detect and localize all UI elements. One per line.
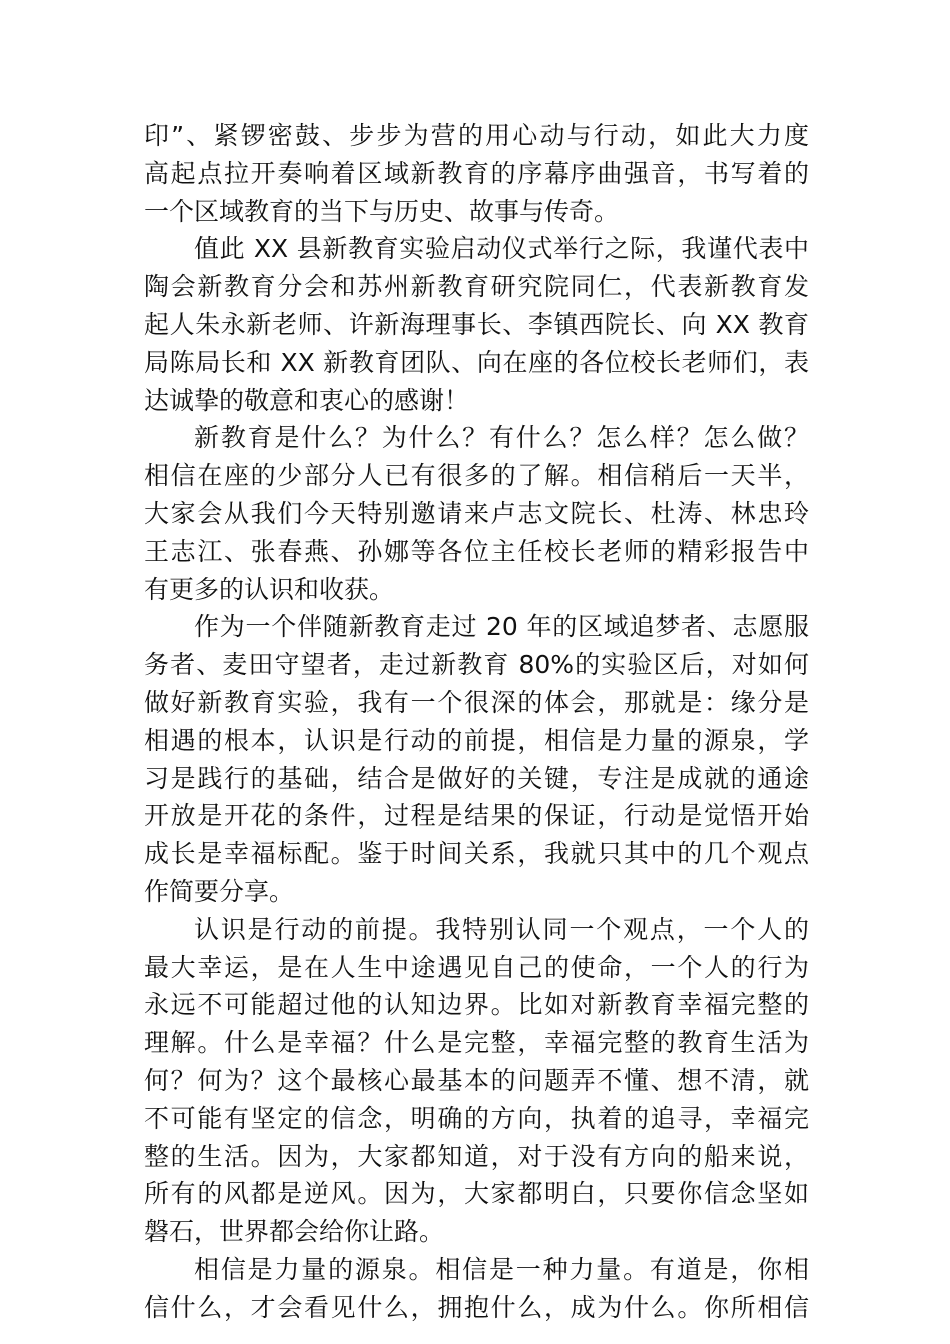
document-body [144,117,809,1327]
text-line: 不可能有坚定的信念，明确的方向，执着的追寻，幸福完 [144,1103,809,1133]
text-line: 成长是幸福标配。鉴于时间关系，我就只其中的几个观点 [144,839,809,869]
text-line: 王志江、张春燕、孙娜等各位主任校长老师的精彩报告中 [144,536,809,566]
text-line: 务者、麦田守望者，走过新教育 80%的实验区后，对如何 [144,650,809,680]
paragraph [144,911,809,1251]
text-line: 整的生活。因为，大家都知道，对于没有方向的船来说， [144,1141,809,1171]
text-line: 理解。什么是幸福？什么是完整，幸福完整的教育生活为 [144,1028,809,1058]
text-line: 高起点拉开奏响着区域新教育的序幕序曲强音，书写着的 [144,158,809,188]
paragraph [144,230,809,419]
text-line: 相信是力量的源泉。相信是一种力量。有道是，你相 [194,1254,809,1284]
text-line: 达诚挚的敬意和衷心的感谢！ [144,385,470,415]
text-line: 习是践行的基础，结合是做好的关键，专注是成就的通途 [144,763,809,793]
text-line: 做好新教育实验，我有一个很深的体会，那就是：缘分是 [144,687,809,717]
text-line: 信什么，才会看见什么，拥抱什么，成为什么。你所相信 [144,1292,809,1322]
text-line: 起人朱永新老师、许新海理事长、李镇西院长、向 XX 教育 [144,309,809,339]
text-line: 最大幸运，是在人生中途遇见自己的使命，一个人的行为 [144,952,809,982]
text-line: 印”、紧锣密鼓、步步为营的用心动与行动，如此大力度 [144,121,809,150]
text-line: 相信在座的少部分人已有很多的了解。相信稍后一天半， [144,461,809,491]
paragraph [144,1251,809,1327]
text-line: 有更多的认识和收获。 [144,574,395,604]
text-line: 陶会新教育分会和苏州新教育研究院同仁，代表新教育发 [144,272,809,302]
paragraph [144,419,809,608]
text-line: 相遇的根本，认识是行动的前提，相信是力量的源泉，学 [144,725,809,755]
text-line: 何？何为？这个最核心最基本的问题弄不懂、想不清，就 [144,1065,809,1095]
text-line: 大家会从我们今天特别邀请来卢志文院长、杜涛、林忠玲 [144,498,809,528]
text-line: 新教育是什么？为什么？有什么？怎么样？怎么做？ [194,423,809,453]
text-line: 永远不可能超过他的认知边界。比如对新教育幸福完整的 [144,990,809,1020]
text-line: 局陈局长和 XX 新教育团队、向在座的各位校长老师们，表 [144,347,809,377]
text-line: 一个区域教育的当下与历史、故事与传奇。 [144,196,620,226]
text-line: 认识是行动的前提。我特别认同一个观点，一个人的 [194,914,809,944]
text-line: 所有的风都是逆风。因为，大家都明白，只要你信念坚如 [144,1179,809,1209]
text-line: 值此 XX 县新教育实验启动仪式举行之际，我谨代表中 [194,234,809,264]
text-line: 作为一个伴随新教育走过 20 年的区域追梦者、志愿服 [194,612,809,642]
text-line: 开放是开花的条件，过程是结果的保证，行动是觉悟开始 [144,801,809,831]
paragraph [144,608,809,910]
text-line: 作简要分享。 [144,876,295,906]
paragraph [144,117,809,230]
text-line: 磐石，世界都会给你让路。 [144,1217,445,1247]
